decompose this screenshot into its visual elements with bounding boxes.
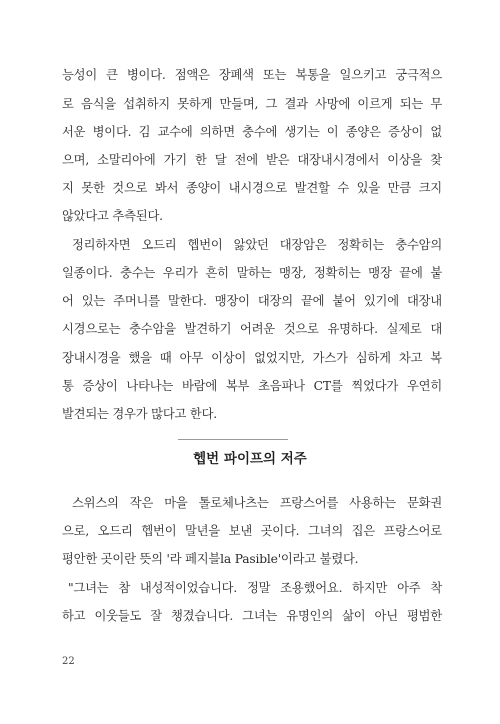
- paragraph-first-line: 스위스의 작은 마을 톨로체나츠는 프랑스어를 사용하는 문화권: [72, 496, 442, 510]
- body-line: 평안한 곳이란 뜻의 '라 페지블la Pasible'이라고 불렸다.: [62, 552, 359, 566]
- body-line: 시경으로는 충수암을 발견하기 어려운 것으로 유명하다. 실제로 대: [62, 322, 442, 336]
- section-divider: [178, 439, 288, 440]
- body-line: 않았다고 추측된다.: [62, 209, 163, 223]
- quote-line: 하고 이웃들도 잘 챙겼습니다. 그녀는 유명인의 삶이 아닌 평범한: [62, 609, 442, 623]
- body-line: 로 음식을 섭취하지 못하게 만들며, 그 결과 사망에 이르게 되는 무: [62, 97, 442, 111]
- body-line: 능성이 큰 병이다. 점액은 장폐색 또는 복통을 일으키고 궁극적으: [62, 68, 442, 82]
- paragraph-first-line: 정리하자면 오드리 헵번이 앓았던 대장암은 정확히는 충수암의: [72, 238, 442, 252]
- section-heading: 헵번 파이프의 저주: [193, 451, 307, 467]
- body-line: 어 있는 주머니를 말한다. 맹장이 대장의 끝에 붙어 있기에 대장내: [62, 294, 442, 308]
- body-line: 통 증상이 나타나는 바람에 복부 초음파나 CT를 찍었다가 우연히: [62, 379, 442, 393]
- body-line: 서운 병이다. 김 교수에 의하면 충수에 생기는 이 종양은 증상이 없: [62, 125, 442, 139]
- quote-line: "그녀는 참 내성적이었습니다. 정말 조용했어요. 하지만 아주 착: [68, 581, 442, 595]
- page-number: 22: [62, 656, 75, 667]
- body-line: 발견되는 경우가 많다고 한다.: [62, 407, 217, 421]
- body-line: 으로, 오드리 헵번이 말년을 보낸 곳이다. 그녀의 집은 프랑스어로: [62, 524, 442, 538]
- body-line: 일종이다. 충수는 우리가 흔히 말하는 맹장, 정확히는 맹장 끝에 붙: [62, 266, 442, 280]
- body-line: 으며, 소말리아에 가기 한 달 전에 받은 대장내시경에서 이상을 찾: [62, 153, 442, 167]
- body-line: 지 못한 것으로 봐서 종양이 내시경으로 발견할 수 있을 만큼 크지: [62, 181, 442, 195]
- body-line: 장내시경을 했을 때 아무 이상이 없었지만, 가스가 심하게 차고 복: [62, 351, 442, 365]
